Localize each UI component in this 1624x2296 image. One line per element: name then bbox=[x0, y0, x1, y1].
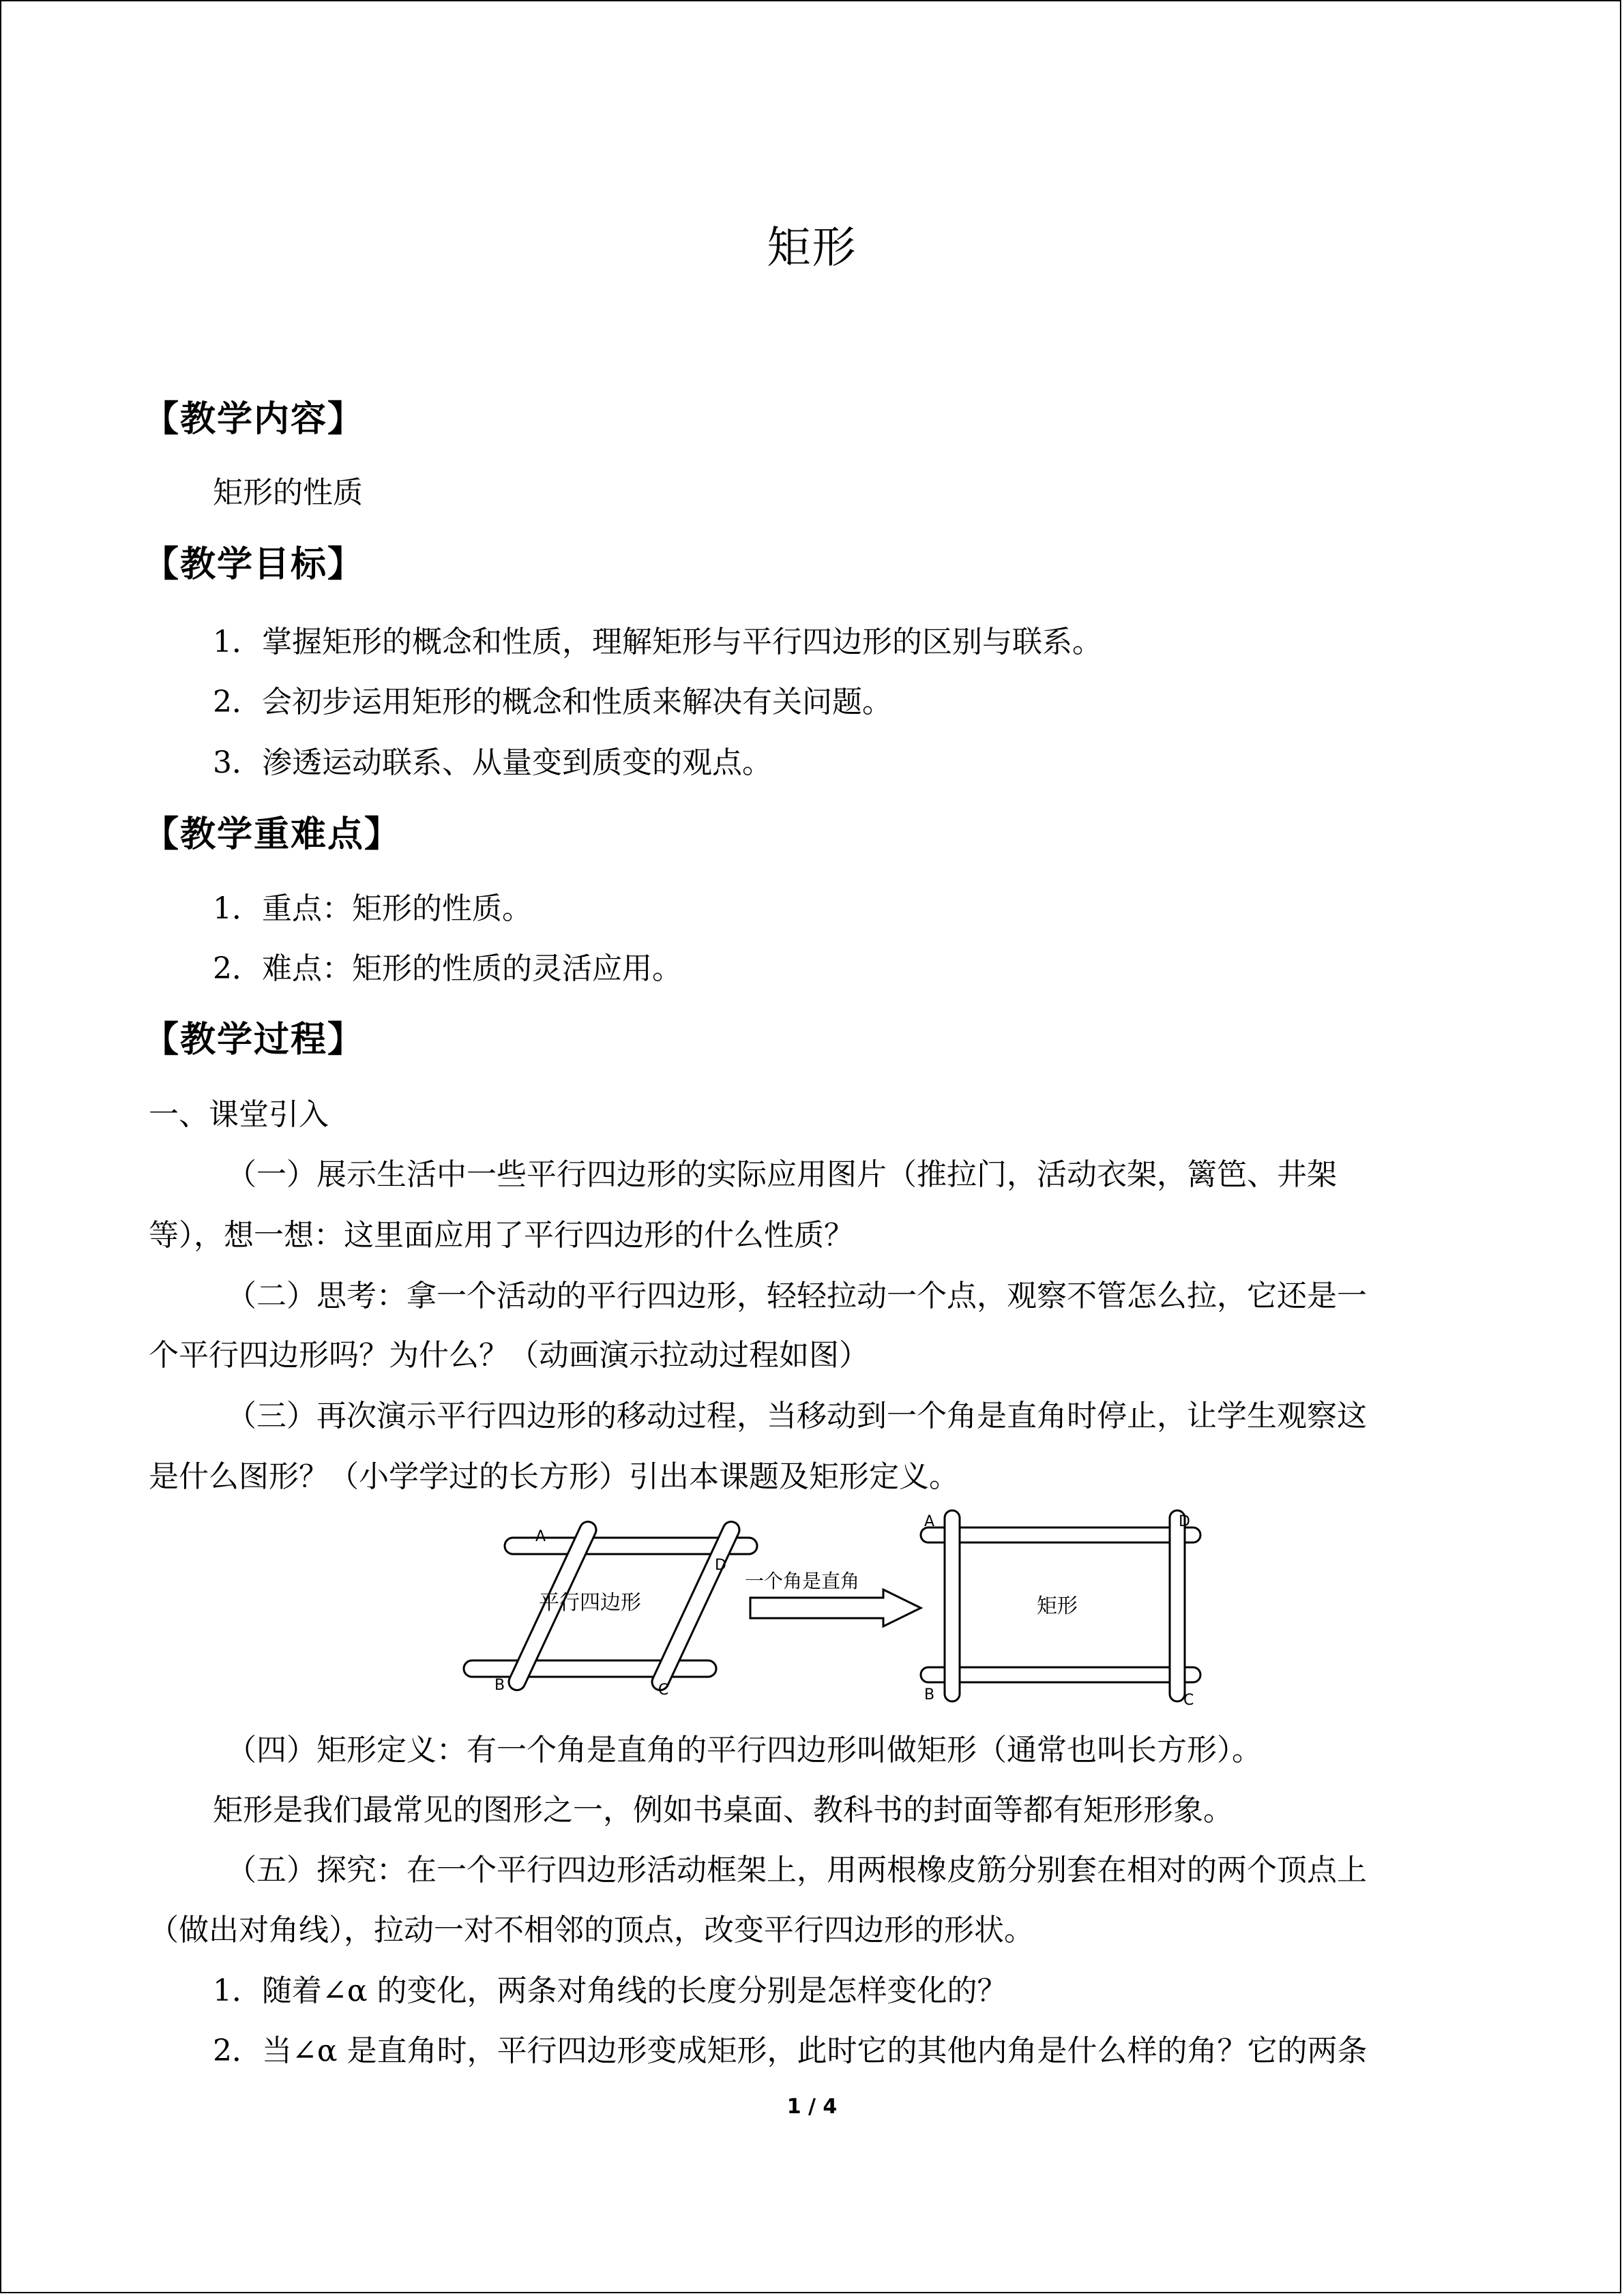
process-question-2: 2．当∠α 是直角时，平行四边形变成矩形，此时它的其他内角是什么样的角？它的两条 bbox=[213, 2033, 1368, 2068]
goal-item-3: 3．渗透运动联系、从量变到质变的观点。 bbox=[213, 745, 772, 780]
rectangle-right-bar bbox=[1170, 1510, 1185, 1701]
rectangle-bottom-bar bbox=[921, 1667, 1200, 1682]
process-p6-line2: （做出对角线），拉动一对不相邻的顶点，改变平行四边形的形状。 bbox=[149, 1913, 1034, 1948]
page-title: 矩形 bbox=[767, 223, 857, 273]
goal-item-2: 2．会初步运用矩形的概念和性质来解决有关问题。 bbox=[213, 685, 892, 719]
key-point-1: 1．重点：矩形的性质。 bbox=[213, 891, 532, 926]
process-p4: （四）矩形定义：有一个角是直角的平行四边形叫做矩形（通常也叫长方形）。 bbox=[226, 1733, 1262, 1768]
page-number: 1 / 4 bbox=[786, 2095, 838, 2119]
heading-goals: 【教学目标】 bbox=[143, 544, 365, 585]
rectangle-vertex-b: B bbox=[924, 1686, 935, 1703]
parallelogram-to-rectangle-figure bbox=[450, 1507, 1235, 1712]
rectangle-top-bar bbox=[921, 1527, 1200, 1542]
process-question-1: 1．随着∠α 的变化，两条对角线的长度分别是怎样变化的？ bbox=[213, 1973, 1007, 2008]
rectangle-vertex-d: D bbox=[1179, 1513, 1190, 1530]
parallelogram-vertex-a: A bbox=[535, 1528, 546, 1545]
process-p2-line2: 个平行四边形吗？为什么？（动画演示拉动过程如图） bbox=[149, 1338, 869, 1373]
rectangle-vertex-a: A bbox=[924, 1513, 935, 1530]
arrow-label: 一个角是直角 bbox=[745, 1570, 860, 1592]
goal-item-1: 1．掌握矩形的概念和性质，理解矩形与平行四边形的区别与联系。 bbox=[213, 625, 1102, 659]
process-p3-line1: （三）再次演示平行四边形的移动过程，当移动到一个角是直角时停止，让学生观察这 bbox=[226, 1399, 1367, 1433]
rectangle-left-bar bbox=[945, 1510, 960, 1701]
parallelogram-vertex-d: D bbox=[715, 1557, 726, 1574]
parallelogram-vertex-b: B bbox=[494, 1677, 505, 1694]
process-p2-line1: （二）思考：拿一个活动的平行四边形，轻轻拉动一个点，观察不管怎么拉，它还是一 bbox=[226, 1279, 1367, 1313]
parallelogram-vertex-c: C bbox=[658, 1682, 669, 1699]
process-p1-line2: 等），想一想：这里面应用了平行四边形的什么性质？ bbox=[149, 1218, 854, 1253]
process-p6-line1: （五）探究：在一个平行四边形活动框架上，用两根橡皮筋分别套在相对的两个顶点上 bbox=[226, 1853, 1367, 1888]
process-p5: 矩形是我们最常见的图形之一，例如书桌面、教科书的封面等都有矩形形象。 bbox=[213, 1793, 1233, 1828]
key-point-2: 2．难点：矩形的性质的灵活应用。 bbox=[213, 951, 682, 986]
process-p1-line1: （一）展示生活中一些平行四边形的实际应用图片（推拉门，活动衣架，篱笆、井架 bbox=[226, 1157, 1337, 1192]
heading-content: 【教学内容】 bbox=[143, 399, 365, 440]
process-intro: 一、课堂引入 bbox=[149, 1097, 329, 1132]
parallelogram-label: 平行四边形 bbox=[539, 1591, 641, 1615]
rectangle-label: 矩形 bbox=[1037, 1594, 1078, 1618]
arrow-right-icon bbox=[750, 1590, 921, 1626]
rectangle-vertex-c: C bbox=[1183, 1692, 1194, 1709]
heading-key-points: 【教学重难点】 bbox=[143, 814, 402, 855]
content-body: 矩形的性质 bbox=[213, 475, 363, 510]
process-p3-line2: 是什么图形？（小学学过的长方形）引出本课题及矩形定义。 bbox=[149, 1459, 959, 1494]
heading-process: 【教学过程】 bbox=[143, 1019, 365, 1060]
